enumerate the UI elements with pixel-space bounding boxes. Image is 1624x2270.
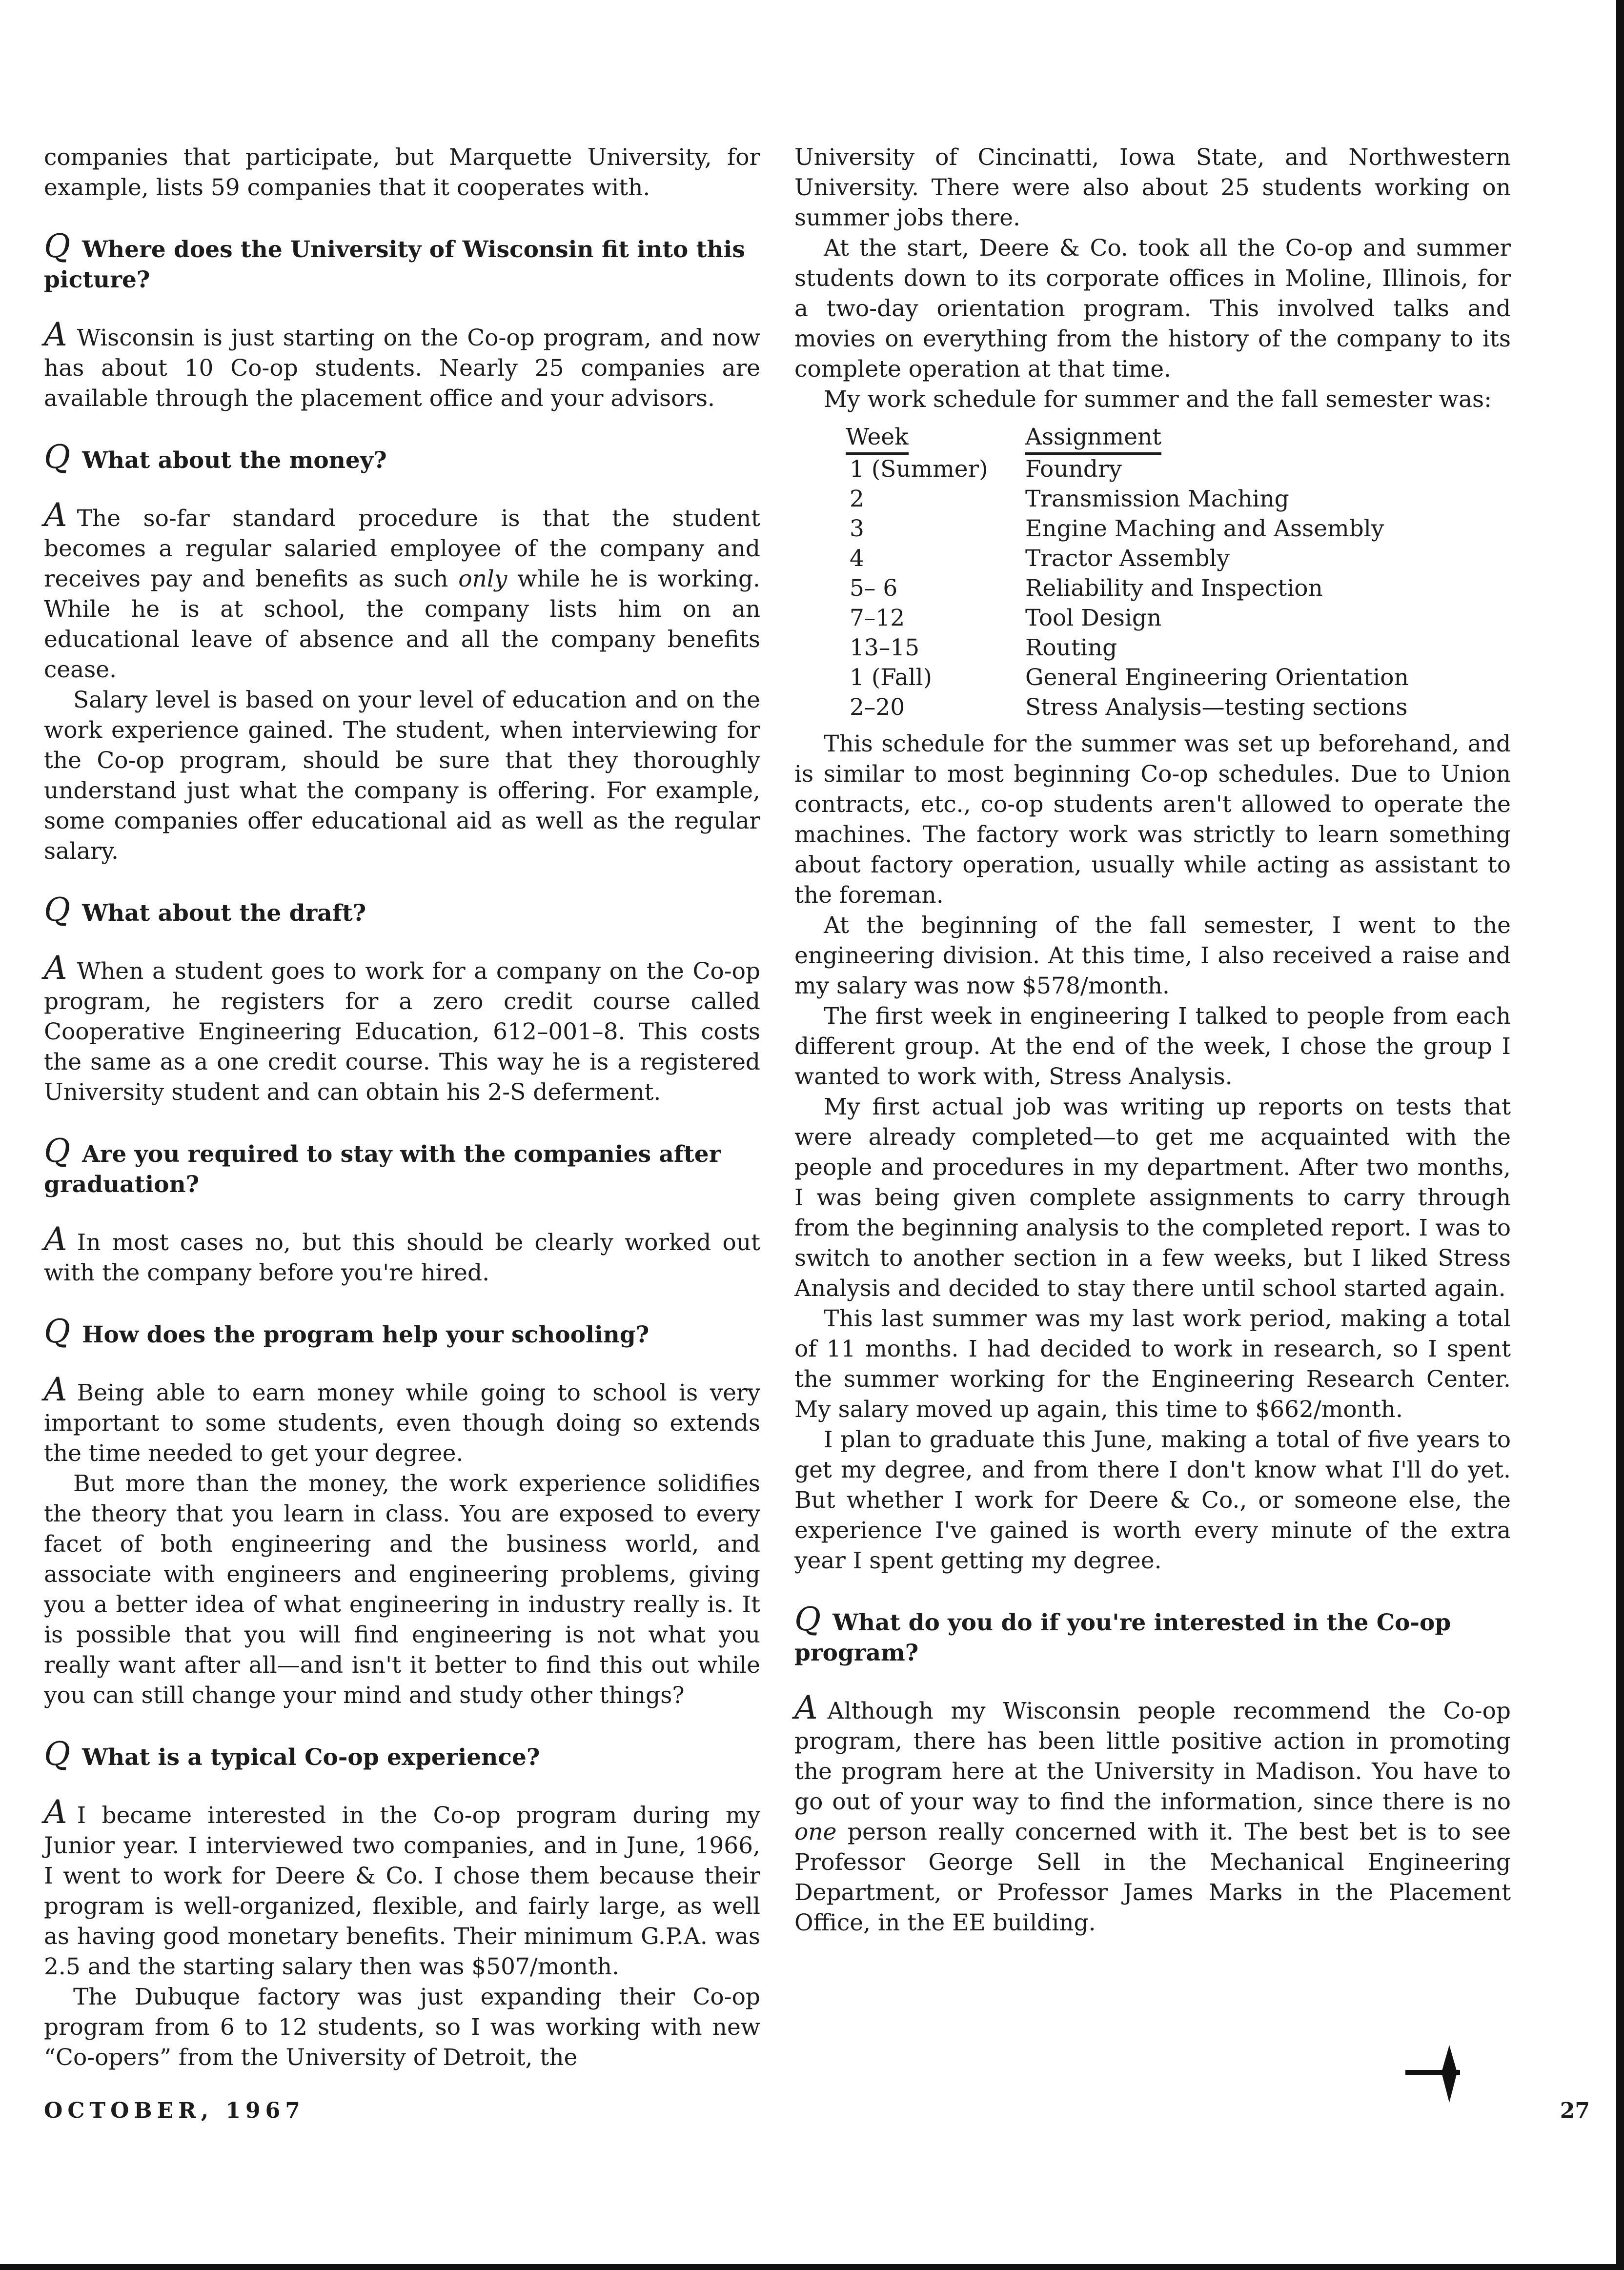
- paragraph: The first week in engineering I talked to people from each different group. At the end of the week, I chose the group I wanted to work with, Stress Analysis.: [794, 1003, 1511, 1090]
- answer-paragraph: [794, 1689, 1511, 1938]
- table-row: [846, 603, 1409, 633]
- answer-paragraph: [44, 1793, 760, 1982]
- assignment-cell: General Engineering Orientation: [1025, 664, 1409, 691]
- week-cell: 5– 6: [850, 575, 898, 602]
- week-cell: 2–20: [850, 694, 905, 721]
- assignment-cell: Reliability and Inspection: [1025, 575, 1323, 602]
- paragraph: This last summer was my last work period, making a total of 11 months. I had decided to work in research, so I spent the summer working for the Engineering Research Center. My salary moved up again, this time to $662/month.: [794, 1305, 1511, 1423]
- scan-edge-right: [1616, 0, 1624, 2270]
- paragraph: The Dubuque factory was just expanding their Co-op program from 6 to 12 students, so I was working with new “Co-opers” from the University of Detroit, the: [44, 1984, 760, 2071]
- assignment-cell: Foundry: [1025, 456, 1122, 483]
- question-text: What about the money?: [82, 447, 387, 474]
- a-mark: A: [44, 1371, 67, 1408]
- scan-edge-bottom: [0, 2264, 1624, 2270]
- question-heading: [44, 891, 760, 929]
- week-cell: 1 (Fall): [850, 664, 933, 691]
- question-text: What do you do if you're interested in the Co-op program?: [794, 1609, 1451, 1666]
- answer-paragraph: [44, 1220, 760, 1288]
- paragraph: At the beginning of the fall semester, I went to the engineering division. At this time, I also received a raise and my salary was now $578/month.: [794, 912, 1511, 999]
- table-row: [846, 544, 1409, 573]
- question-text: How does the program help your schooling?: [82, 1321, 650, 1348]
- answer-paragraph: [44, 496, 760, 685]
- table-row: [846, 514, 1409, 544]
- answer-text: In most cases no, but this should be clearly worked out with the company before you're hired.: [44, 1229, 760, 1286]
- week-cell: 7–12: [850, 605, 905, 631]
- week-cell: 2: [850, 486, 864, 512]
- assignment-cell: Stress Analysis—testing sections: [1025, 694, 1408, 721]
- answer-text: The so-far standard procedure is that the student becomes a regular salaried employee of the company and receives pay and benefits as such: [44, 505, 760, 592]
- paragraph: I plan to graduate this June, making a total of five years to get my degree, and from there I don't know what I'll do yet. But whether I work for Deere & Co., or someone else, the experience I've gained is worth every minute of the extra year I spent getting my degree.: [794, 1426, 1511, 1574]
- week-cell: 1 (Summer): [850, 456, 988, 483]
- question-heading: [44, 1313, 760, 1350]
- answer-text: person really concerned with it. The best bet is to see Professor George Sell in the Mechanical Engineering Department, or Professor James Marks in the Placement Office, in the EE building.: [794, 1819, 1511, 1936]
- column-header-week: Week: [846, 424, 1025, 454]
- answer-text: Being able to earn money while going to school is very important to some students, even though doing so extends the time needed to get your degree.: [44, 1379, 760, 1467]
- q-mark: Q: [44, 1132, 71, 1170]
- question-text: Where does the University of Wisconsin fit into this picture?: [44, 236, 745, 293]
- work-schedule-table: [846, 424, 1409, 722]
- table-header-row: [846, 424, 1409, 454]
- page-number: 27: [1560, 2098, 1590, 2123]
- answer-text: Wisconsin is just starting on the Co-op program, and now has about 10 Co-op students. Nearly 25 companies are available through the placement office and your advisors.: [44, 324, 760, 412]
- q-mark: Q: [44, 227, 71, 265]
- question-heading: [794, 1601, 1511, 1668]
- a-mark: A: [44, 316, 67, 353]
- footer-date: OCTOBER, 1967: [44, 2098, 305, 2123]
- table-row: [846, 692, 1409, 722]
- table-row: [846, 573, 1409, 603]
- right-column: [794, 142, 1511, 1938]
- paragraph: University of Cincinatti, Iowa State, and Northwestern University. There were also about 25 students working on summer jobs there.: [794, 144, 1511, 231]
- assignment-cell: Engine Maching and Assembly: [1025, 515, 1384, 542]
- a-mark: A: [44, 1793, 67, 1831]
- table-row: [846, 663, 1409, 692]
- paragraph: My first actual job was writing up reports on tests that were already completed—to get me acquainted with the people and procedures in my department. After two months, I was being given complete assignments to carry through from the beginning analysis to the completed report. I was to switch to another section in a few weeks, but I liked Stress Analysis and decided to stay there until school started again.: [794, 1094, 1511, 1302]
- answer-text: I became interested in the Co-op program during my Junior year. I interviewed two companies, and in June, 1966, I went to work for Deere & Co. I chose them because their program is well-organized, flexible, and fairly large, as well as having good monetary benefits. Their minimum G.P.A. was 2.5 and the starting salary then was $507/month.: [44, 1802, 760, 1980]
- week-cell: 13–15: [850, 634, 920, 661]
- table-row: [846, 484, 1409, 514]
- paragraph: companies that participate, but Marquette University, for example, lists 59 companies that it cooperates with.: [44, 144, 760, 201]
- question-text: Are you required to stay with the companies after graduation?: [44, 1141, 721, 1198]
- emphasis: only: [458, 566, 508, 592]
- table-row: [846, 454, 1409, 484]
- paragraph: But more than the money, the work experience solidifies the theory that you learn in class. You are exposed to every facet of both engineering and the business world, and associate with engineers and engineering problems, giving you a better idea of what engineering in industry really is. It is possible that you will find engineering is not what you really want after all—and isn't it better to find this out while you can still change your mind and study other things?: [44, 1470, 760, 1709]
- a-mark: A: [794, 1689, 818, 1726]
- q-mark: Q: [44, 438, 71, 476]
- paragraph: Salary level is based on your level of education and on the work experience gained. The student, when interviewing for the Co-op program, should be sure that they thoroughly understand just what the company is offering. For example, some companies offer educational aid as well as the regular salary.: [44, 687, 760, 865]
- assignment-cell: Tool Design: [1025, 605, 1162, 631]
- assignment-cell: Tractor Assembly: [1025, 545, 1230, 572]
- answer-paragraph: [44, 1371, 760, 1469]
- assignment-cell: Transmission Maching: [1025, 486, 1289, 512]
- emphasis: one: [794, 1819, 837, 1845]
- question-heading: [44, 227, 760, 295]
- paragraph: At the start, Deere & Co. took all the Co-op and summer students down to its corporate offices in Moline, Illinois, for a two-day orientation program. This involved talks and movies on everything from the history of the company to its complete operation at that time.: [794, 235, 1511, 383]
- answer-text: while he is working. While he is at school, the company lists him on an educational leave of absence and all the company benefits cease.: [44, 566, 760, 683]
- answer-text: When a student goes to work for a company on the Co-op program, he registers for a zero credit course called Cooperative Engineering Education, 612–001–8. This costs the same as a one credit course. This way he is a registered University student and can obtain his 2-S deferment.: [44, 958, 760, 1106]
- answer-text: Although my Wisconsin people recommend the Co-op program, there has been little positive action in promoting the program here at the University in Madison. You have to go out of your way to find the information, since there is no: [794, 1698, 1511, 1815]
- q-mark: Q: [794, 1601, 821, 1638]
- table-row: [846, 633, 1409, 663]
- question-text: What is a typical Co-op experience?: [82, 1744, 540, 1771]
- q-mark: Q: [44, 1735, 71, 1773]
- week-cell: 4: [850, 545, 864, 572]
- answer-paragraph: [44, 316, 760, 414]
- left-column: [44, 142, 760, 2073]
- q-mark: Q: [44, 1313, 71, 1350]
- paragraph: My work schedule for summer and the fall semester was:: [824, 386, 1492, 413]
- question-heading: [44, 1735, 760, 1773]
- week-cell: 3: [850, 515, 864, 542]
- answer-paragraph: [44, 949, 760, 1108]
- column-header-assignment: Assignment: [1025, 424, 1409, 454]
- a-mark: A: [44, 496, 67, 534]
- article-end-arrow-icon: [1401, 2042, 1464, 2106]
- a-mark: A: [44, 949, 67, 987]
- paragraph: This schedule for the summer was set up beforehand, and is similar to most beginning Co-op schedules. Due to Union contracts, etc., co-op students aren't allowed to operate the machines. The factory work was strictly to learn something about factory operation, usually while acting as assistant to the foreman.: [794, 730, 1511, 909]
- question-heading: [44, 438, 760, 476]
- question-heading: [44, 1132, 760, 1200]
- a-mark: A: [44, 1220, 67, 1258]
- assignment-cell: Routing: [1025, 634, 1117, 661]
- q-mark: Q: [44, 891, 71, 929]
- question-text: What about the draft?: [82, 900, 366, 927]
